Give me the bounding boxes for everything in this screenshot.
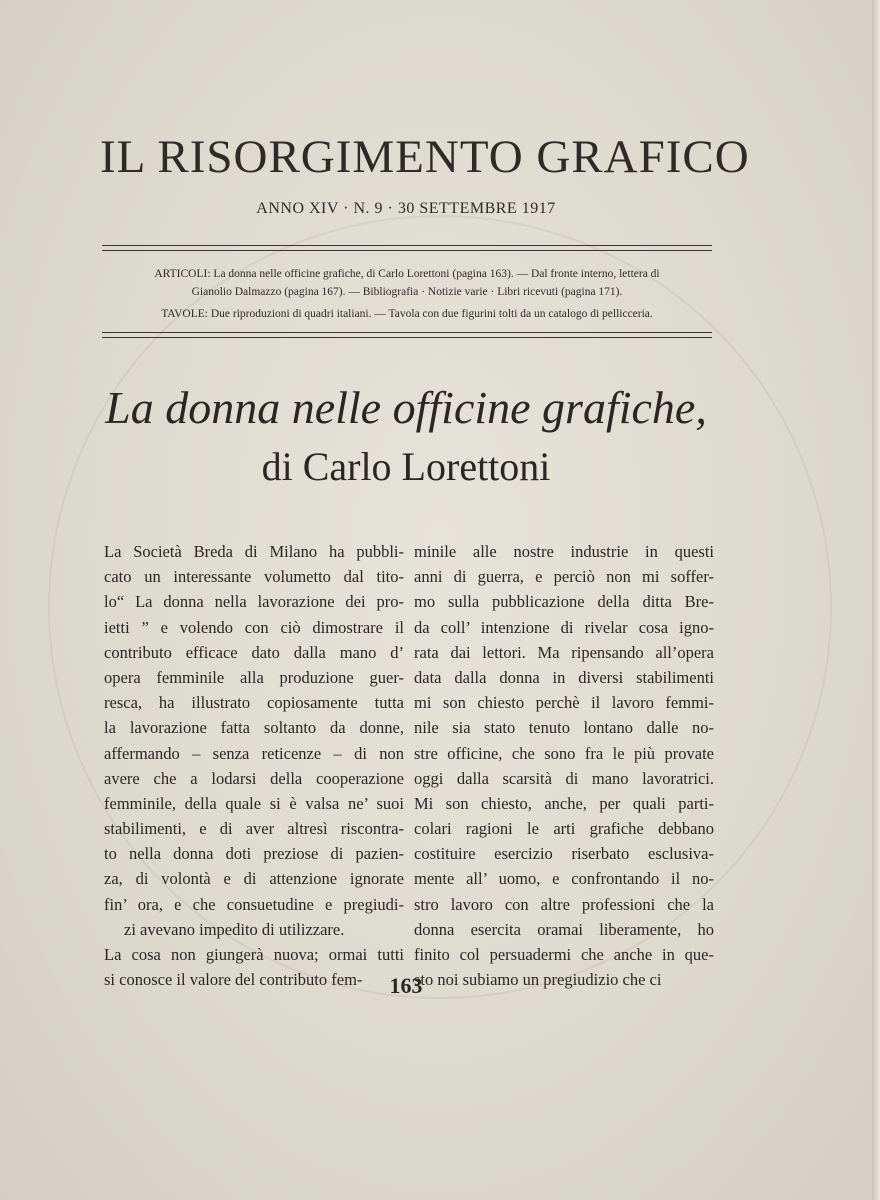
text-line: colari ragioni le arti grafiche debbano xyxy=(414,819,714,839)
contents-block xyxy=(102,265,712,323)
text-line: sto noi subiamo un pregiudizio che ci xyxy=(414,970,662,990)
text-line: mente all’ uomo, e confrontando il no- xyxy=(414,869,714,889)
contents-articoli-line-2: Gianolio Dalmazzo (pagina 167). — Bibliografia · Notizie varie · Libri ricevuti (pagina 171). xyxy=(191,286,623,298)
text-line: rata dai lettori. Ma ripensando all’opera xyxy=(414,642,714,662)
text-line: mo sulla pubblicazione della ditta Bre- xyxy=(414,592,714,612)
text-line: data dalla donna in diversi stabilimenti xyxy=(414,667,714,687)
text-line: affermando – senza reticenze – di non xyxy=(104,743,404,763)
text-line: donna esercita oramai liberamente, ho xyxy=(414,919,714,939)
text-line: da coll’ intenzione di rivelar cosa igno- xyxy=(414,617,714,637)
text-line: resca, ha illustrato copiosamente tutta xyxy=(104,693,404,713)
text-line: cato un interessante volumetto dal tito- xyxy=(104,567,404,587)
text-line: La cosa non giungerà nuova; ormai tutti xyxy=(104,945,404,964)
issue-line: ANNO XIV · N. 9 · 30 SETTEMBRE 1917 xyxy=(256,200,556,217)
article-title-line-2: di Carlo Lorettoni xyxy=(261,444,551,489)
bottom-double-rule xyxy=(102,332,712,338)
text-line: mi son chiesto perchè il lavoro femmi- xyxy=(414,693,714,713)
text-line: zi avevano impedito di utilizzare. xyxy=(124,919,345,939)
text-line: anni di guerra, e perciò non mi soffer- xyxy=(414,567,714,587)
text-line: minile alle nostre industrie in questi xyxy=(414,542,714,561)
page-edge xyxy=(872,0,880,1200)
text-line: avere che a lodarsi della cooperazione xyxy=(104,768,404,788)
text-line: nile sia stato tenuto lontano dalle no- xyxy=(414,718,714,738)
text-line: stabilimenti, e di aver altresì riscontra- xyxy=(104,819,404,839)
text-line: si conosce il valore del contributo fem- xyxy=(104,970,363,990)
contents-articoli-line-1: ARTICOLI: La donna nelle officine grafiche, di Carlo Lorettoni (pagina 163). — Dal fronte interno, lettera di xyxy=(154,268,660,280)
article-title xyxy=(100,378,712,496)
text-line: oggi dalla scarsità di mano lavoratrici. xyxy=(414,768,714,788)
text-line: La Società Breda di Milano ha pubbli- xyxy=(104,542,404,561)
text-line: opera femminile alla produzione guer- xyxy=(104,667,404,687)
text-line: za, di volontà e di attenzione ignorate xyxy=(104,869,404,889)
text-line: Mi son chiesto, anche, per quali parti- xyxy=(414,793,714,813)
text-line: la lavorazione fatta soltanto da donne, xyxy=(104,718,404,738)
text-line: stre officine, che sono fra le più provate xyxy=(414,743,714,763)
text-line: costituire esercizio riserbato esclusiva- xyxy=(414,844,714,864)
text-line: stro lavoro con altre professioni che la xyxy=(414,894,714,914)
masthead-title: IL RISORGIMENTO GRAFICO xyxy=(100,131,750,183)
text-line: contributo efficace dato dalla mano d’ xyxy=(104,642,404,662)
text-line: fin’ ora, e che consuetudine e pregiudi- xyxy=(104,894,404,914)
article-title-line-1: La donna nelle officine grafiche, xyxy=(105,382,707,433)
contents-tavole-line: TAVOLE: Due riproduzioni di quadri italiani. — Tavola con due figurini tolti da un catalogo di pellicceria. xyxy=(161,308,653,320)
article-left-column xyxy=(104,539,404,992)
text-line: ietti ” e volendo con ciò dimostrare il xyxy=(104,617,404,637)
text-line: lo“ La donna nella lavorazione dei pro- xyxy=(104,592,404,612)
text-line: femminile, della quale si è valsa ne’ suoi xyxy=(104,793,404,813)
text-line: finito col persuadermi che anche in que- xyxy=(414,945,714,964)
text-line: to nella donna doti preziose di pazien- xyxy=(104,844,404,864)
page-number: 163 xyxy=(389,973,423,998)
article-right-column xyxy=(414,539,714,992)
top-double-rule xyxy=(102,245,712,251)
